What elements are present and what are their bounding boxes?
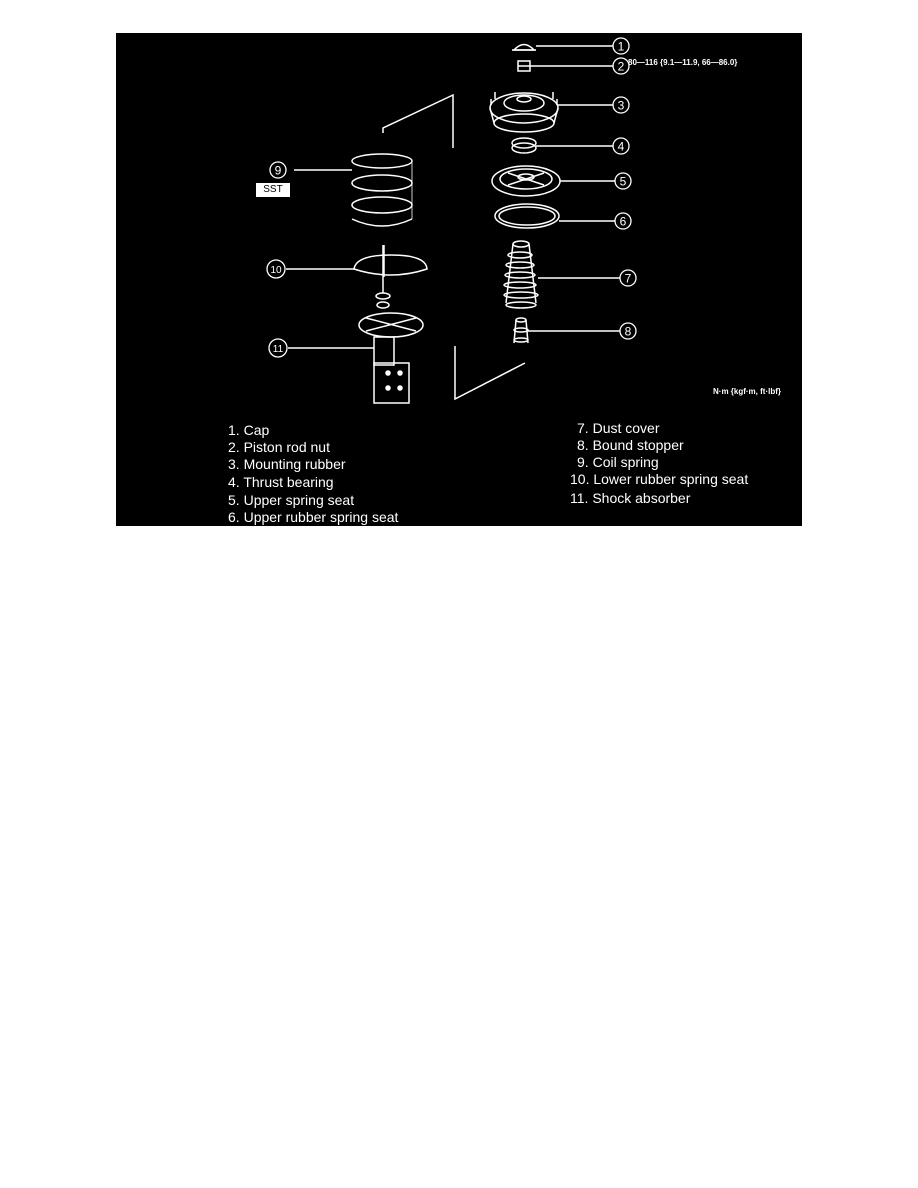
legend-number: 2. (228, 439, 240, 455)
legend-item (228, 456, 346, 472)
legend-number: 11. (570, 490, 589, 506)
diagram-artwork (116, 33, 802, 526)
callout-5-number: 5 (619, 174, 627, 189)
bracket-line-top (383, 95, 453, 148)
legend-label: Lower rubber spring seat (593, 471, 749, 487)
callout-3-number: 3 (617, 98, 625, 113)
callout-4 (613, 138, 629, 154)
callout-9-number: 9 (274, 163, 282, 178)
cap-part (512, 45, 536, 51)
mounting-rubber-part (490, 92, 558, 132)
legend-number: 3. (228, 456, 240, 472)
upper-rubber-spring-seat-part (495, 204, 559, 228)
legend-item (228, 492, 354, 508)
legend-number: 5. (228, 492, 240, 508)
callout-3 (613, 97, 629, 113)
legend-number: 8. (577, 437, 589, 453)
callout-1-number: 1 (617, 39, 625, 54)
legend-label: Thrust bearing (243, 474, 334, 490)
legend-number: 4. (228, 474, 240, 490)
callout-5 (615, 173, 631, 189)
legend-number: 6. (228, 509, 240, 525)
coil-spring-part (352, 154, 412, 226)
units-note: N·m {kgf·m, ft·lbf} (713, 387, 781, 396)
dust-cover-part (504, 241, 538, 308)
legend-label: Mounting rubber (243, 456, 346, 472)
legend-item (577, 437, 684, 453)
bound-stopper-part (514, 318, 528, 343)
callout-7 (620, 270, 636, 286)
shock-absorber-part (359, 245, 423, 403)
callout-8-number: 8 (624, 324, 632, 339)
thrust-bearing-part (512, 138, 536, 153)
callout-10 (267, 260, 285, 278)
legend-label: Piston rod nut (243, 439, 330, 455)
torque-spec: 80—116 {9.1—11.9, 66—86.0} (628, 58, 738, 67)
legend-number: 1. (228, 422, 240, 438)
bracket-line-bottom (455, 346, 525, 399)
legend-item (577, 454, 659, 470)
callout-4-number: 4 (617, 139, 625, 154)
callout-6 (615, 213, 631, 229)
legend-number: 7. (577, 420, 589, 436)
callout-2 (613, 58, 629, 74)
legend-item (570, 471, 748, 487)
legend-number: 10. (570, 471, 590, 487)
callout-1 (613, 38, 629, 54)
legend-label: Shock absorber (592, 490, 691, 506)
callout-11-number: 11 (272, 344, 284, 355)
callout-9 (270, 162, 286, 178)
piston-rod-nut-part (518, 61, 530, 71)
callout-6-number: 6 (619, 214, 627, 229)
legend-label: Upper rubber spring seat (243, 509, 399, 525)
callout-8 (620, 323, 636, 339)
sst-label: SST (256, 183, 290, 197)
legend-label: Upper spring seat (243, 492, 355, 508)
upper-spring-seat-part (492, 166, 560, 196)
callout-7-number: 7 (624, 271, 632, 286)
legend-item (570, 490, 690, 506)
legend-number: 9. (577, 454, 589, 470)
callout-10-number: 10 (270, 265, 282, 276)
callout-2-number: 2 (617, 59, 625, 74)
legend-item (228, 509, 398, 525)
lower-rubber-spring-seat-part (354, 245, 427, 277)
callout-11 (269, 339, 287, 357)
strut-exploded-diagram (116, 33, 802, 526)
legend-item (228, 474, 334, 490)
legend-label: Cap (243, 422, 270, 438)
legend-item (228, 422, 269, 438)
legend-item (577, 420, 660, 436)
legend-label: Coil spring (592, 454, 659, 470)
legend-label: Bound stopper (592, 437, 684, 453)
legend-item (228, 439, 330, 455)
legend-label: Dust cover (592, 420, 660, 436)
